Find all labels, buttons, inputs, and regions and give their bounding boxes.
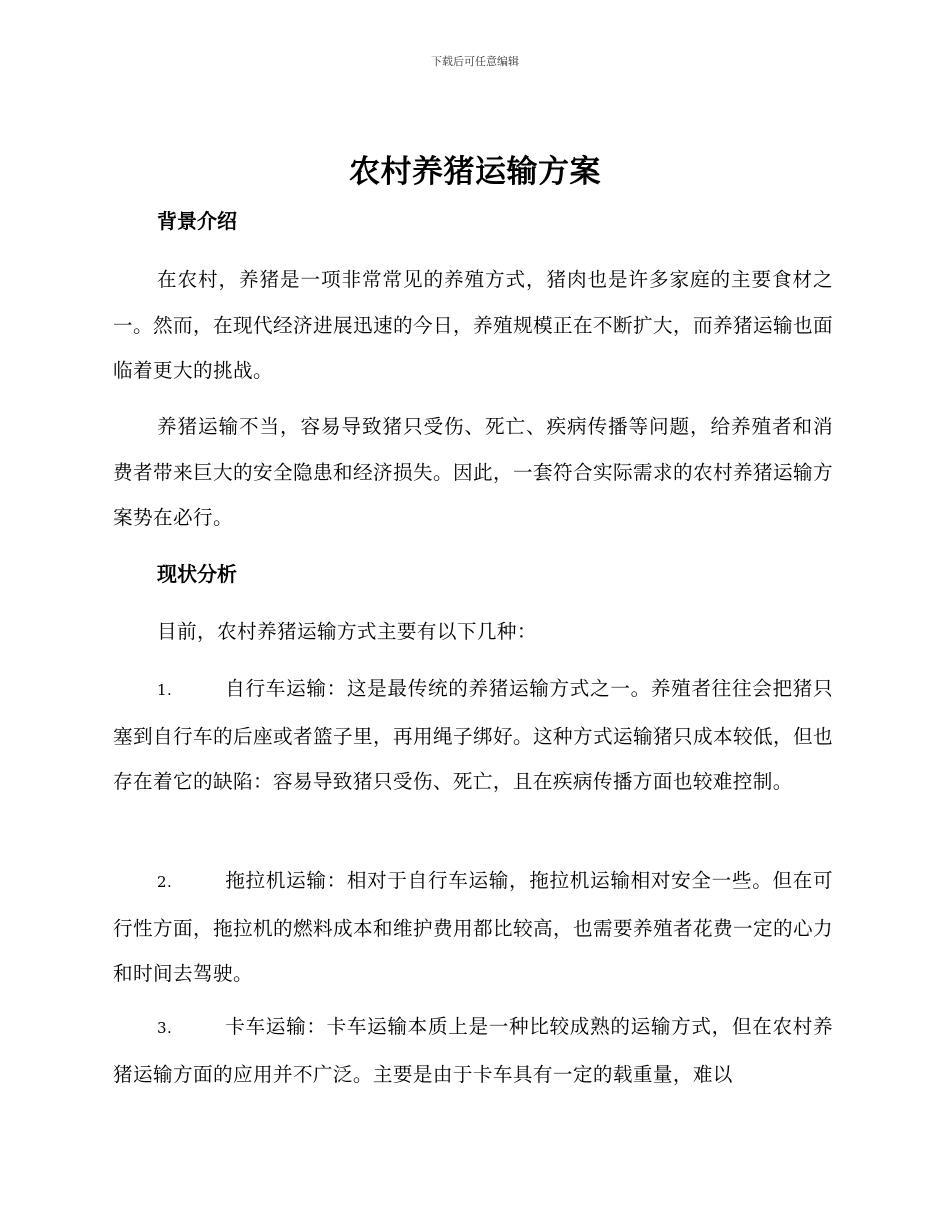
section-heading-background: 背景介绍 <box>157 209 237 233</box>
list-item-text: 拖拉机运输：相对于自行车运输，拖拉机运输相对安全一些。但在可行性方面，拖拉机的燃料成本和维护费用都比较高，也需要养殖者花费一定的心力和时间去驾驶。 <box>113 869 833 985</box>
paragraph-status-intro: 目前，农村养猪运输方式主要有以下几种： <box>157 620 537 643</box>
section-heading-status: 现状分析 <box>157 562 237 586</box>
list-item-truck <box>113 1004 833 1097</box>
document-title: 农村养猪运输方案 <box>349 154 601 190</box>
list-item-text: 自行车运输：这是最传统的养猪运输方式之一。养殖者往往会把猪只塞到自行车的后座或者篮子里，再用绳子绑好。这种方式运输猪只成本较低，但也存在着它的缺陷：容易导致猪只受伤、死亡，且在疾病传播方面也较难控制。 <box>113 677 833 793</box>
page-header-note: 下载后可任意编辑 <box>431 55 519 68</box>
list-item-text: 卡车运输：卡车运输本质上是一种比较成熟的运输方式，但在农村养猪运输方面的应用并不广泛。主要是由于卡车具有一定的载重量，难以 <box>113 1015 833 1086</box>
list-number: 2. <box>157 873 173 891</box>
list-item-tractor <box>113 858 833 997</box>
list-number: 3. <box>157 1019 173 1037</box>
list-number: 1. <box>157 681 173 699</box>
list-item-bicycle <box>113 666 833 805</box>
paragraph-background-2: 养猪运输不当，容易导致猪只受伤、死亡、疾病传播等问题，给养殖者和消费者带来巨大的安全隐患和经济损失。因此，一套符合实际需求的农村养猪运输方案势在必行。 <box>113 415 833 529</box>
paragraph-background-1: 在农村，养猪是一项非常常见的养殖方式，猪肉也是许多家庭的主要食材之一。然而，在现代经济进展迅速的今日，养殖规模正在不断扩大，而养猪运输也面临着更大的挑战。 <box>113 268 833 382</box>
